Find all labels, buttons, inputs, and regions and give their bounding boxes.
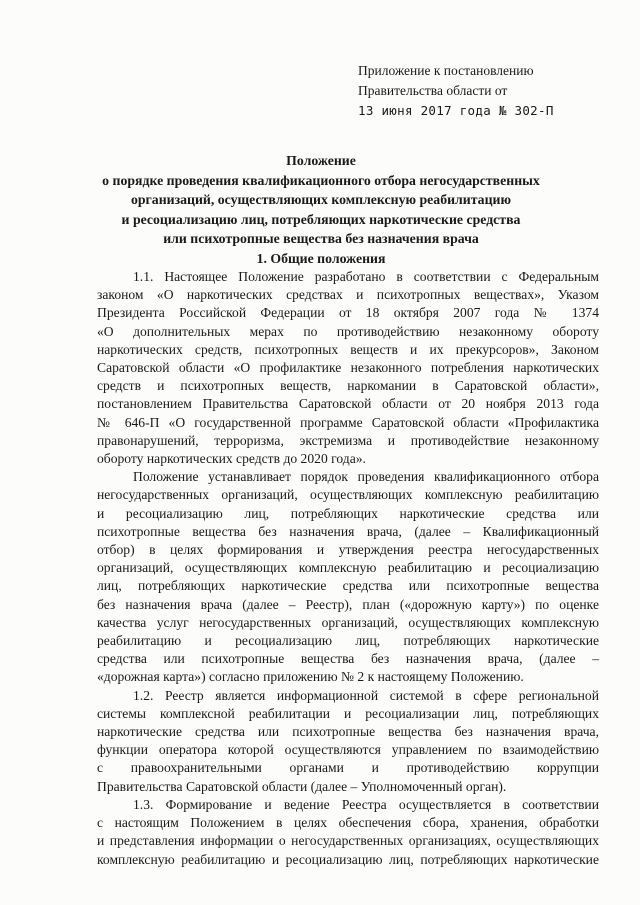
text-line: негосударственных организаций, осуществляющих комплексную реабилитацию bbox=[97, 487, 599, 503]
text-line: средства или психотропные вещества без назначения врача, (далее – bbox=[97, 651, 599, 667]
appendix-reference bbox=[358, 61, 628, 121]
title-line: или психотропные вещества без назначения врача bbox=[163, 231, 479, 247]
text-line: № 646-П «О государственной программе Саратовской области «Профилактика bbox=[97, 414, 599, 430]
paragraph-1-1 bbox=[97, 268, 599, 468]
text-line: законом «О наркотических средствах и психотропных веществах», Указом bbox=[97, 287, 599, 303]
section-heading: 1. Общие положения bbox=[256, 251, 386, 266]
text-line: 1.2. Реестр является информационной системой в сфере региональной bbox=[133, 687, 599, 703]
text-line: качества услуг негосударственных организаций, осуществляющих комплексную bbox=[97, 614, 599, 630]
title-line: Положение bbox=[286, 153, 356, 168]
text-line: обороту наркотических средств до 2020 года». bbox=[97, 451, 366, 467]
title-line: и ресоциализацию лиц, потребляющих наркотические средства bbox=[121, 211, 521, 227]
text-line: без назначения врача (далее – Реестр), план («дорожную карту») по оценке bbox=[97, 596, 599, 612]
text-line: и представления информации о негосударственных организациях, осуществляющих bbox=[97, 833, 599, 849]
text-line: Президента Российской Федерации от 18 октября 2007 года № 1374 bbox=[97, 305, 599, 321]
text-line: организаций, осуществляющих комплексную реабилитацию и ресоциализацию bbox=[97, 560, 599, 576]
text-line: психотропные вещества без назначения врача, (далее – Квалификационный bbox=[97, 523, 599, 539]
text-line: лиц, потребляющих наркотические средства или психотропные вещества bbox=[97, 578, 599, 594]
text-line: Положение устанавливает порядок проведения квалификационного отбора bbox=[133, 469, 599, 485]
title-line: о порядке проведения квалификационного отбора негосударственных bbox=[102, 172, 540, 188]
text-line: правонарушений, терроризма, экстремизма и противодействие незаконному bbox=[97, 432, 599, 448]
text-line: средств и психотропных веществ, наркомании в Саратовской области», bbox=[97, 378, 599, 394]
text-line: постановлением Правительства Саратовской области от 20 ноября 2013 года bbox=[97, 396, 599, 412]
appendix-line-1: Приложение к постановлению bbox=[358, 63, 534, 78]
paragraph-scope bbox=[97, 468, 599, 686]
document-title bbox=[60, 151, 582, 249]
text-line: отбор) в целях формирования и утверждения реестра негосударственных bbox=[97, 542, 599, 558]
paragraph-1-3 bbox=[97, 796, 599, 869]
appendix-date-line: 13 июня 2017 года № 302-П bbox=[358, 103, 554, 118]
text-line: системы комплексной реабилитации и ресоциализации лиц, потребляющих bbox=[97, 705, 599, 721]
text-line: с настоящим Положением в целях обеспечения сбора, хранения, обработки bbox=[97, 815, 599, 831]
title-line: организаций, осуществляющих комплексную реабилитацию bbox=[130, 192, 512, 208]
text-line: наркотических средств, психотропных веществ и их прекурсоров», Законом bbox=[97, 341, 599, 357]
text-line: комплексную реабилитацию и ресоциализацию лиц, потребляющих наркотические bbox=[97, 851, 599, 867]
text-line: 1.1. Настоящее Положение разработано в соответствии с Федеральным bbox=[133, 269, 599, 284]
text-line: с правоохранительными органами и противодействию коррупции bbox=[97, 760, 599, 776]
text-line: Саратовской области «О профилактике незаконного потребления наркотических bbox=[97, 360, 599, 376]
text-line: «О дополнительных мерах по противодействию незаконному обороту bbox=[97, 323, 599, 339]
appendix-line-2: Правительства области от bbox=[358, 83, 508, 98]
text-line: реабилитацию и ресоциализацию лиц, потребляющих наркотические bbox=[97, 633, 599, 649]
text-line: наркотические средства или психотропные вещества без назначения врача, bbox=[97, 724, 599, 740]
paragraph-1-2 bbox=[97, 687, 599, 796]
text-line: Правительства Саратовской области (далее – Уполномоченный орган). bbox=[97, 778, 507, 794]
text-line: «дорожная карта») согласно приложению № 2 к настоящему Положению. bbox=[97, 669, 524, 685]
text-line: 1.3. Формирование и ведение Реестра осуществляется в соответствии bbox=[133, 796, 599, 812]
text-line: функции оператора которой осуществляются управлением по взаимодействию bbox=[97, 742, 599, 758]
document-body bbox=[97, 268, 599, 869]
text-line: и ресоциализацию лиц, потребляющих наркотические средства или bbox=[97, 505, 599, 521]
